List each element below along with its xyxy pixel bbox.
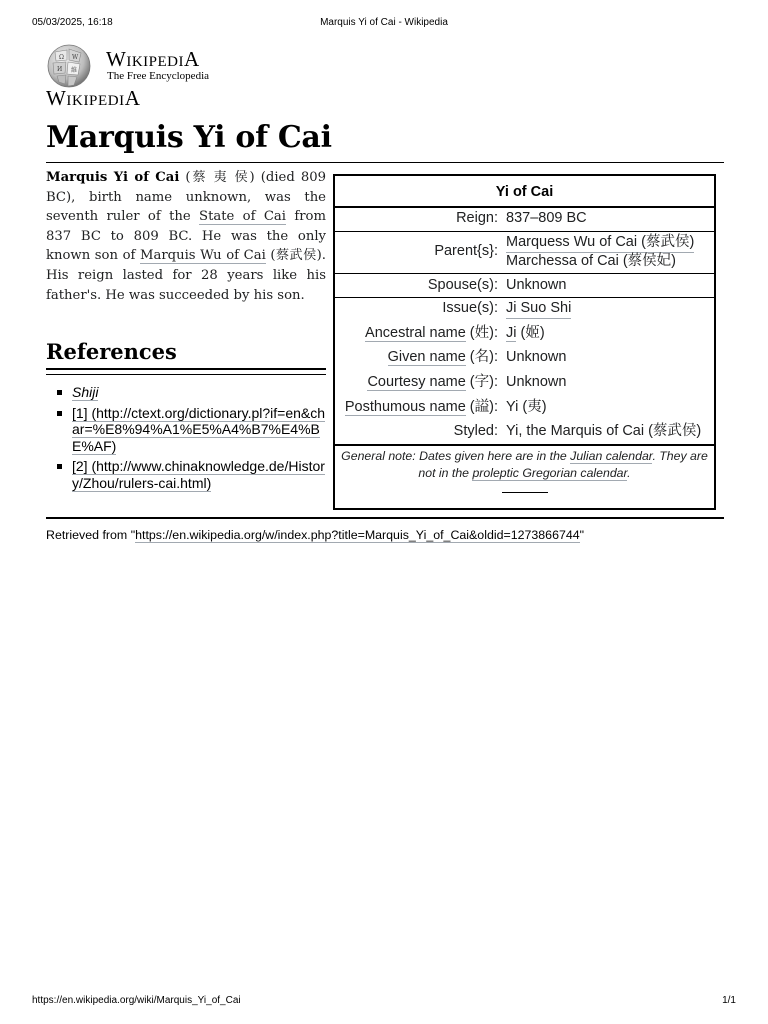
- print-datetime: 05/03/2025, 16:18: [32, 17, 113, 28]
- infobox-label: Reign:: [456, 210, 498, 226]
- permalink[interactable]: https://en.wikipedia.org/w/index.php?title=Marquis_Yi_of_Cai&oldid=1273866744: [135, 528, 580, 542]
- infobox-label: Courtesy name (字):: [367, 374, 498, 390]
- infobox-divider: [335, 231, 714, 232]
- link-given-name[interactable]: Given name: [387, 349, 466, 365]
- ref-link-shiji[interactable]: Shiji: [72, 384, 99, 400]
- svg-text:W: W: [72, 54, 79, 61]
- link-ji[interactable]: Ji: [506, 325, 517, 341]
- infobox-label: Styled:: [453, 423, 498, 439]
- infobox-value: 837–809 BC: [506, 210, 587, 226]
- infobox-label: Given name (名):: [387, 349, 498, 365]
- infobox-value: Ji (姬): [506, 325, 545, 341]
- infobox-value: Yi, the Marquis of Cai (蔡武侯): [506, 423, 702, 439]
- references-list: [54, 384, 328, 495]
- wikipedia-globe-icon: [45, 44, 97, 88]
- link-ancestral-name[interactable]: Ancestral name: [365, 325, 466, 341]
- infobox-divider: [335, 273, 714, 274]
- link-marquess-wu-of-cai[interactable]: Marquess Wu of Cai (蔡武侯): [506, 233, 694, 253]
- references-divider: [46, 368, 326, 370]
- ref-url-2[interactable]: (http://www.chinaknowledge.de/History/Zhou/rulers-cai.html): [72, 458, 325, 491]
- ref-url-1[interactable]: (http://ctext.org/dictionary.pl?if=en&char=%E8%94%A1%E5%A4%B7%E4%BE%AF): [72, 404, 326, 454]
- infobox-label: Parent{s}:: [434, 243, 498, 259]
- retrieved-from: Retrieved from "https://en.wikipedia.org/w/index.php?title=Marquis_Yi_of_Cai&oldid=1273866744": [46, 528, 585, 542]
- lead-chinese-name: (蔡 夷 侯): [185, 170, 255, 185]
- print-title: Marquis Yi of Cai - Wikipedia: [320, 17, 448, 28]
- list-item: [54, 458, 328, 491]
- infobox-label: Issue(s):: [442, 300, 498, 316]
- references-heading: References: [46, 339, 177, 364]
- infobox-value: Yi (夷): [506, 399, 547, 415]
- references-divider-thin: [46, 374, 326, 375]
- lead-paragraph: Marquis Yi of Cai (蔡 夷 侯) (died 809 BC), birth name unknown, was the seventh ruler of the State of Cai from 837 BC to 809 BC. He was the only known son of Marquis Wu of Cai (蔡武侯). His reign lasted for 28 years like his father's. He was succeeded by his son.: [46, 170, 326, 303]
- ref-link-1[interactable]: [1]: [72, 404, 88, 421]
- infobox-label: Posthumous name (謚):: [344, 399, 498, 415]
- page-title: Marquis Yi of Cai: [46, 120, 332, 155]
- title-divider: [46, 162, 724, 163]
- infobox-value: Unknown: [506, 349, 567, 365]
- list-item: [54, 384, 328, 401]
- infobox-general-note: General note: Dates given here are in the Julian calendar. They are not in the proleptic Gregorian calendar.: [335, 448, 714, 498]
- link-marquis-wu-of-cai[interactable]: Marquis Wu of Cai: [139, 248, 266, 264]
- infobox-divider: [335, 297, 714, 298]
- link-julian-calendar[interactable]: Julian calendar: [570, 449, 653, 463]
- note-separator: [502, 482, 548, 493]
- infobox-value: Marchessa of Cai (蔡侯妃): [506, 253, 677, 269]
- link-proleptic-gregorian-calendar[interactable]: proleptic Gregorian calendar: [472, 465, 628, 480]
- infobox: [333, 174, 716, 510]
- print-url: https://en.wikipedia.org/wiki/Marquis_Yi_of_Cai: [32, 995, 241, 1006]
- link-ji-suo-shi[interactable]: Ji Suo Shi: [506, 299, 571, 319]
- print-page-number: 1/1: [722, 995, 736, 1006]
- ref-link-2[interactable]: [2]: [72, 458, 88, 474]
- svg-text:Ω: Ω: [59, 54, 64, 61]
- infobox-label: Spouse(s):: [427, 277, 498, 293]
- link-courtesy-name[interactable]: Courtesy name: [367, 374, 466, 390]
- infobox-divider: [335, 206, 714, 208]
- link-posthumous-name[interactable]: Posthumous name: [344, 399, 466, 415]
- infobox-value: Unknown: [506, 374, 567, 390]
- link-state-of-cai[interactable]: State of Cai: [199, 209, 287, 225]
- lead-bold-name: Marquis Yi of Cai: [46, 170, 180, 185]
- infobox-title: Yi of Cai: [495, 184, 554, 200]
- list-item: [54, 405, 328, 455]
- wikipedia-wordmark-secondary: WIKIPEDIA: [46, 86, 141, 110]
- wikipedia-tagline: The Free Encyclopedia: [107, 70, 210, 82]
- svg-text:И: И: [57, 66, 63, 73]
- wikipedia-logo[interactable]: [45, 44, 305, 108]
- wikipedia-wordmark: WIKIPEDIA: [106, 47, 200, 71]
- svg-text:維: 維: [71, 67, 78, 74]
- infobox-divider: [335, 444, 714, 446]
- infobox-label: Ancestral name (姓):: [365, 325, 498, 341]
- footer-divider: [46, 517, 724, 519]
- infobox-value: Unknown: [506, 277, 567, 293]
